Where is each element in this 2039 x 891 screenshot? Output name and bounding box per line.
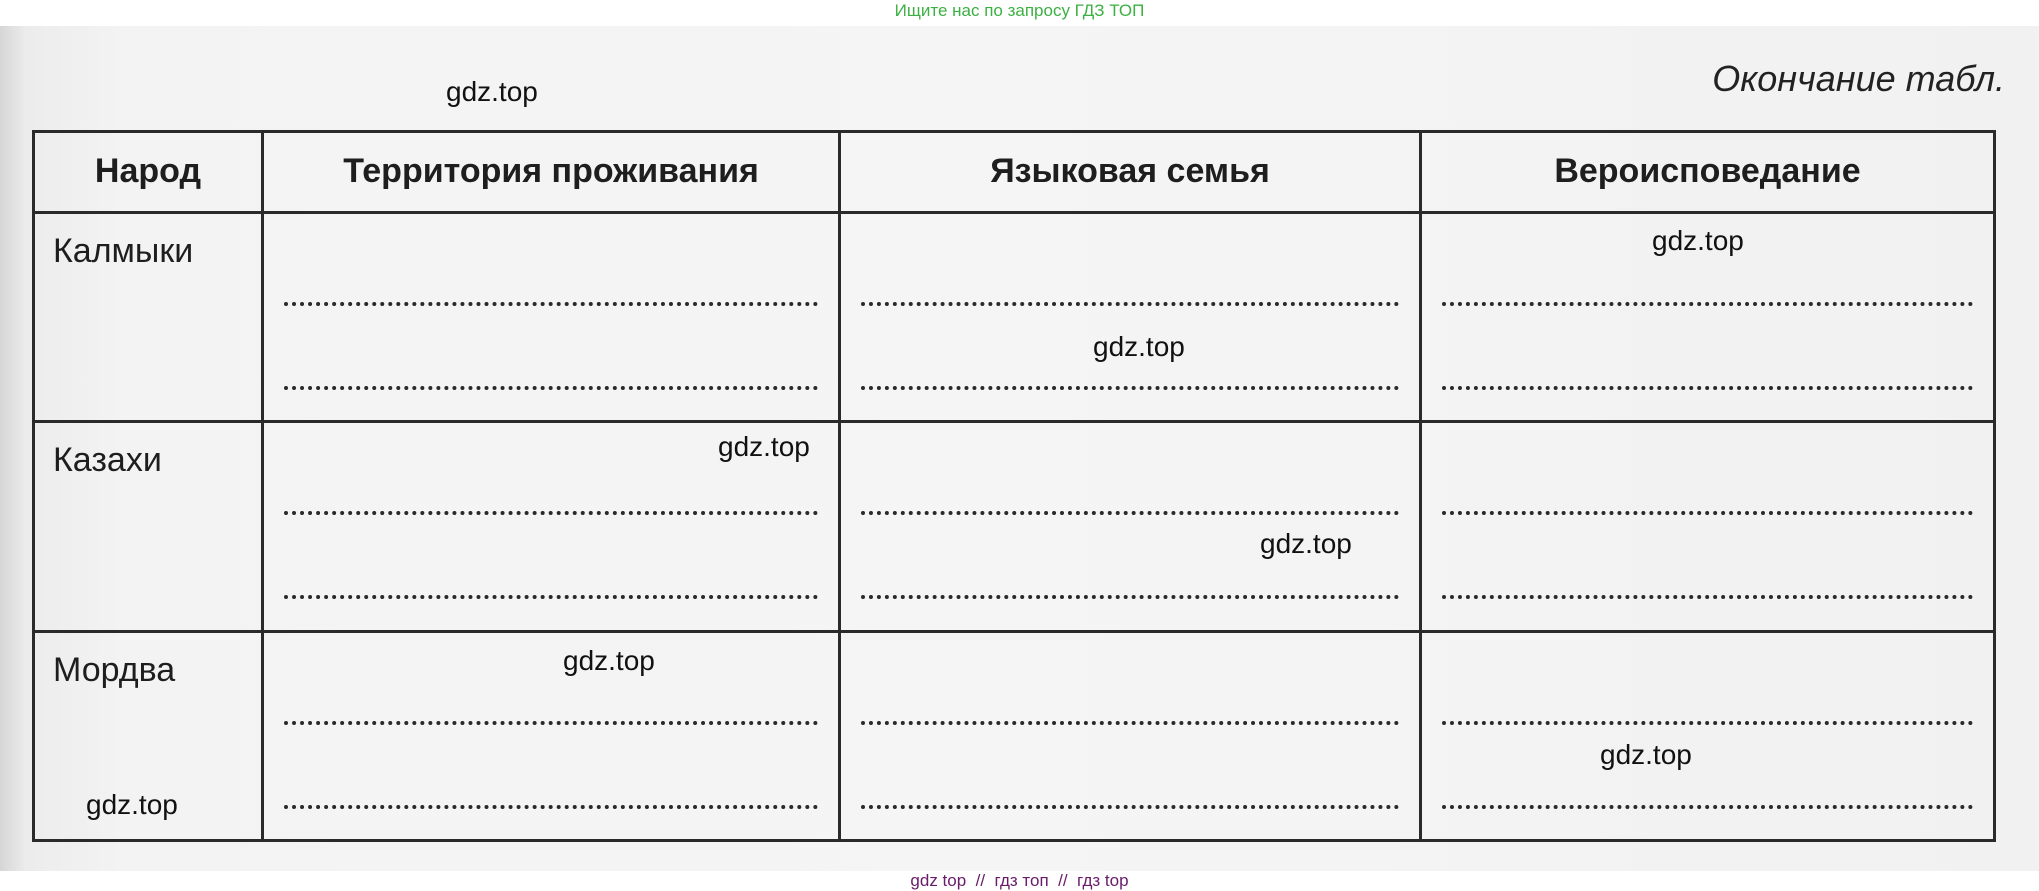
religion-answer-cell[interactable] xyxy=(1421,631,1995,840)
header-people: Народ xyxy=(34,132,263,213)
answer-line[interactable] xyxy=(1442,302,1973,306)
answer-line[interactable] xyxy=(1442,595,1973,599)
textbook-page xyxy=(0,26,2039,871)
footer-separator: // xyxy=(1058,871,1068,890)
table-row xyxy=(34,422,1995,631)
watermark-text: gdz.top xyxy=(563,645,655,676)
answer-line[interactable] xyxy=(1442,805,1973,809)
table-row xyxy=(34,631,1995,840)
footer-links xyxy=(0,871,2039,891)
people-cell xyxy=(34,212,263,421)
watermark-text: gdz.top xyxy=(446,76,538,107)
language-answer-cell[interactable] xyxy=(840,212,1421,421)
watermark-text: gdz.top xyxy=(718,431,810,462)
header-language-family: Языковая семья xyxy=(840,132,1421,213)
answer-line[interactable] xyxy=(861,805,1399,809)
answer-line[interactable] xyxy=(284,595,818,599)
watermark-text: gdz.top xyxy=(1652,225,1744,256)
people-name: Калмыки xyxy=(53,231,194,270)
answer-line[interactable] xyxy=(1442,386,1973,390)
answer-line[interactable] xyxy=(861,595,1399,599)
answer-line[interactable] xyxy=(284,302,818,306)
answer-line[interactable] xyxy=(284,386,818,390)
answer-line[interactable] xyxy=(861,302,1399,306)
answer-line[interactable] xyxy=(284,805,818,809)
footer-separator: // xyxy=(975,871,986,890)
answer-line[interactable] xyxy=(861,511,1399,515)
header-territory: Территория проживания xyxy=(263,132,840,213)
watermark-text: gdz.top xyxy=(86,789,178,820)
answer-line[interactable] xyxy=(1442,511,1973,515)
answer-line[interactable] xyxy=(284,511,818,515)
language-answer-cell[interactable] xyxy=(840,631,1421,840)
footer-link[interactable]: gdz top xyxy=(910,871,967,890)
watermark-text: gdz.top xyxy=(1600,739,1692,770)
answer-line[interactable] xyxy=(1442,721,1973,725)
answer-line[interactable] xyxy=(284,721,818,725)
people-cell xyxy=(34,422,263,631)
religion-answer-cell[interactable] xyxy=(1421,422,1995,631)
answer-line[interactable] xyxy=(861,721,1399,725)
footer-link[interactable]: гдз top xyxy=(1077,871,1129,890)
top-banner-link[interactable]: Ищите нас по запросу ГДЗ ТОП xyxy=(894,1,1145,20)
language-answer-cell[interactable] xyxy=(840,422,1421,631)
header-religion: Вероисповедание xyxy=(1421,132,1995,213)
table-header-row xyxy=(34,132,1995,213)
people-name: Казахи xyxy=(53,441,162,480)
watermark-text: gdz.top xyxy=(1093,331,1185,362)
territory-answer-cell[interactable] xyxy=(263,631,840,840)
answer-line[interactable] xyxy=(861,386,1399,390)
footer-link[interactable]: гдз топ xyxy=(994,871,1049,890)
people-name: Мордва xyxy=(53,650,176,689)
territory-answer-cell[interactable] xyxy=(263,212,840,421)
watermark-text: gdz.top xyxy=(1260,528,1352,559)
table-continuation-label: Окончание табл. xyxy=(1712,58,2005,99)
